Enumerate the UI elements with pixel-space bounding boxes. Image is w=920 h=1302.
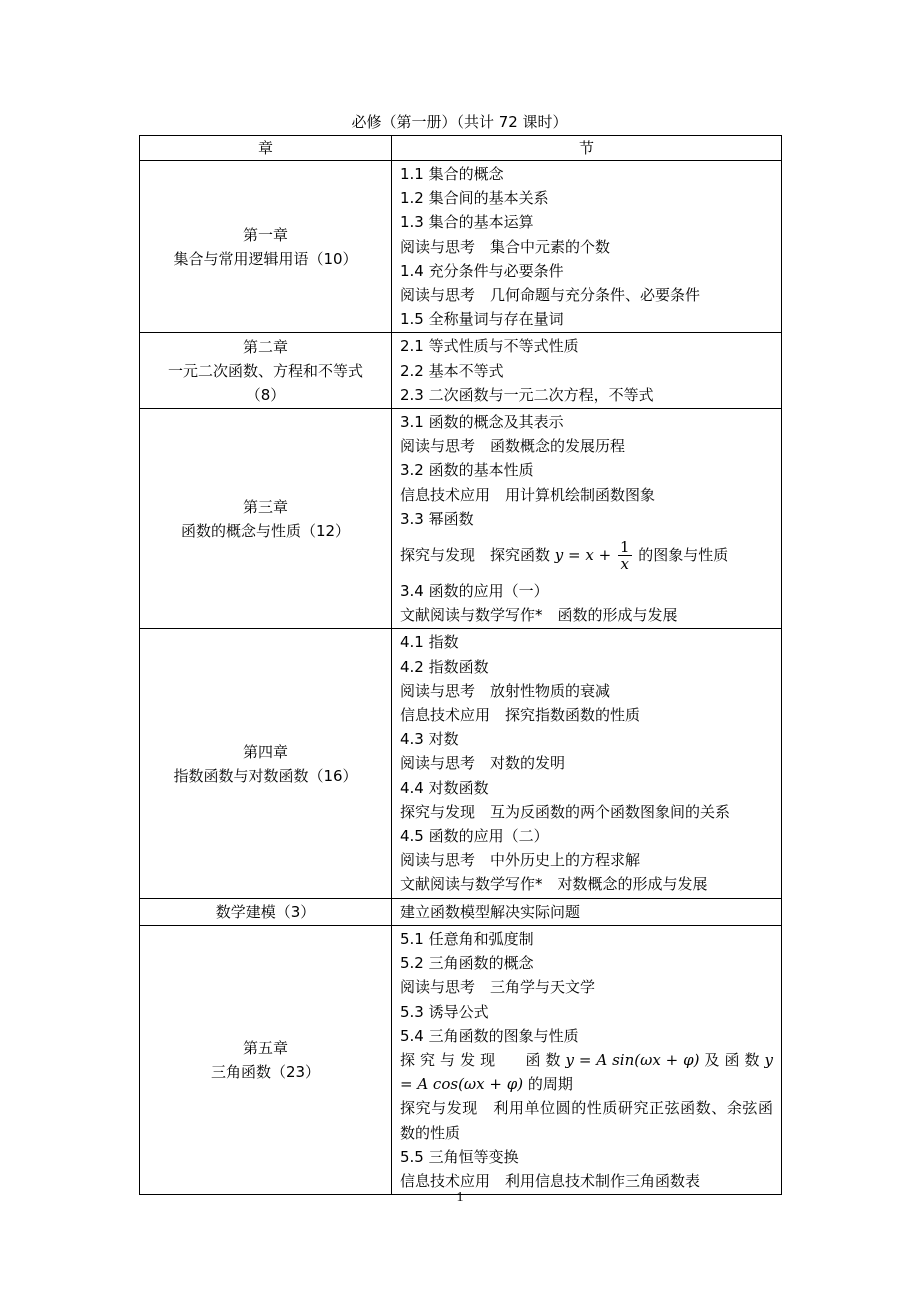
fraction bbox=[618, 539, 632, 572]
formula-math-cos: y = A cos(ωx + φ) bbox=[400, 1050, 773, 1094]
table-header-row bbox=[140, 136, 782, 161]
formula-math-sin: y = A sin(ωx + φ) bbox=[565, 1050, 700, 1069]
section-column-header: 节 bbox=[392, 136, 782, 161]
formula-middle: 及 函 数 bbox=[704, 1050, 760, 1069]
chapter-cell bbox=[140, 925, 392, 1194]
section-item: 阅读与思考 函数概念的发展历程 bbox=[400, 437, 626, 456]
section-item: 探究与发现 互为反函数的两个函数图象间的关系 bbox=[400, 802, 731, 821]
chapter-number: 第一章 bbox=[242, 225, 288, 244]
section-item: 4.2 指数函数 bbox=[400, 657, 489, 676]
sections-cell bbox=[392, 898, 782, 925]
section-item: 2.3 二次函数与一元二次方程，不等式 bbox=[400, 385, 654, 404]
section-item: 3.4 函数的应用（一） bbox=[400, 582, 549, 601]
formula-suffix: 的图象与性质 bbox=[638, 546, 729, 565]
section-item: 1.3 集合的基本运算 bbox=[400, 213, 534, 232]
chapter-cell bbox=[140, 629, 392, 898]
section-item: 1.4 充分条件与必要条件 bbox=[400, 261, 564, 280]
fraction-numerator: 1 bbox=[619, 538, 630, 557]
section-item: 4.5 函数的应用（二） bbox=[400, 827, 549, 846]
section-item: 建立函数模型解决实际问题 bbox=[400, 902, 581, 921]
section-item: 5.3 诱导公式 bbox=[400, 1002, 489, 1021]
section-item: 阅读与思考 对数的发明 bbox=[400, 754, 566, 773]
section-item: 1.5 全称量词与存在量词 bbox=[400, 310, 564, 329]
chapter-title: 函数的概念与性质（12） bbox=[180, 521, 351, 540]
chapter-hours: （8） bbox=[245, 385, 286, 404]
section-item: 阅读与思考 中外历史上的方程求解 bbox=[400, 851, 641, 870]
section-item: 3.2 函数的基本性质 bbox=[400, 461, 534, 480]
sections-cell bbox=[392, 161, 782, 333]
chapter-cell bbox=[140, 333, 392, 409]
sections-cell bbox=[392, 629, 782, 898]
section-item: 5.1 任意角和弧度制 bbox=[400, 929, 534, 948]
chapter-number: 第五章 bbox=[242, 1039, 288, 1057]
section-item: 阅读与思考 放射性物质的衰减 bbox=[400, 681, 611, 700]
table-row bbox=[140, 925, 782, 1194]
section-item: 3.3 幂函数 bbox=[400, 509, 474, 528]
chapter-cell bbox=[140, 898, 392, 925]
chapter-number: 第四章 bbox=[242, 742, 288, 761]
chapter-cell bbox=[140, 409, 392, 629]
section-item: 阅读与思考 几何命题与充分条件、必要条件 bbox=[400, 286, 701, 305]
table-row bbox=[140, 409, 782, 629]
table-row bbox=[140, 333, 782, 409]
table-row bbox=[140, 898, 782, 925]
chapter-title: 数学建模（3） bbox=[215, 902, 316, 921]
section-item: 探究与发现 利用单位圆的性质研究正弦函数、余弦函数的性质 bbox=[400, 1099, 773, 1142]
section-item: 信息技术应用 探究指数函数的性质 bbox=[400, 706, 641, 725]
chapter-cell bbox=[140, 161, 392, 333]
formula-suffix: 的周期 bbox=[527, 1075, 573, 1094]
table-row bbox=[140, 629, 782, 898]
table-row bbox=[140, 161, 782, 333]
chapter-number: 第二章 bbox=[242, 337, 288, 356]
section-item: 信息技术应用 利用信息技术制作三角函数表 bbox=[400, 1171, 701, 1190]
chapter-number: 第三章 bbox=[242, 497, 288, 516]
page-number: 1 bbox=[456, 1190, 464, 1205]
page-title: 必修（第一册）（共计 72 课时） bbox=[351, 113, 568, 131]
section-item: 信息技术应用 用计算机绘制函数图象 bbox=[400, 485, 656, 504]
section-item: 5.2 三角函数的概念 bbox=[400, 954, 534, 973]
section-item: 阅读与思考 三角学与天文学 bbox=[400, 978, 596, 997]
section-item: 4.1 指数 bbox=[400, 633, 459, 652]
formula-math: y = x + bbox=[554, 546, 612, 565]
section-item: 5.4 三角函数的图象与性质 bbox=[400, 1026, 579, 1045]
fraction-denominator: x bbox=[620, 555, 629, 574]
section-item: 1.1 集合的概念 bbox=[400, 165, 504, 183]
section-item: 4.4 对数函数 bbox=[400, 778, 489, 797]
section-item: 文献阅读与数学写作* 函数的形成与发展 bbox=[400, 606, 678, 625]
chapter-title: 一元二次函数、方程和不等式 bbox=[167, 361, 363, 380]
sections-cell bbox=[392, 925, 782, 1194]
chapter-column-header: 章 bbox=[140, 136, 392, 161]
formula-prefix: 探究与发现 探究函数 bbox=[400, 546, 551, 565]
section-item: 阅读与思考 集合中元素的个数 bbox=[400, 237, 611, 256]
sections-cell bbox=[392, 333, 782, 409]
formula-section-item bbox=[400, 531, 773, 579]
section-item: 文献阅读与数学写作* 对数概念的形成与发展 bbox=[400, 875, 708, 894]
section-item: 1.2 集合间的基本关系 bbox=[400, 189, 549, 208]
section-item: 3.1 函数的概念及其表示 bbox=[400, 413, 564, 432]
section-item: 4.3 对数 bbox=[400, 730, 459, 749]
chapter-title: 指数函数与对数函数（16） bbox=[173, 766, 358, 785]
section-item: 2.2 基本不等式 bbox=[400, 361, 504, 380]
formula-section-item bbox=[400, 1048, 773, 1096]
section-item: 2.1 等式性质与不等式性质 bbox=[400, 337, 579, 356]
chapter-title: 集合与常用逻辑用语（10） bbox=[173, 249, 358, 268]
formula-prefix: 探 究 与 发 现 函 数 bbox=[400, 1050, 561, 1069]
sections-cell bbox=[392, 409, 782, 629]
syllabus-table bbox=[139, 135, 782, 1195]
section-item: 5.5 三角恒等变换 bbox=[400, 1147, 519, 1166]
chapter-title: 三角函数（23） bbox=[210, 1063, 321, 1081]
